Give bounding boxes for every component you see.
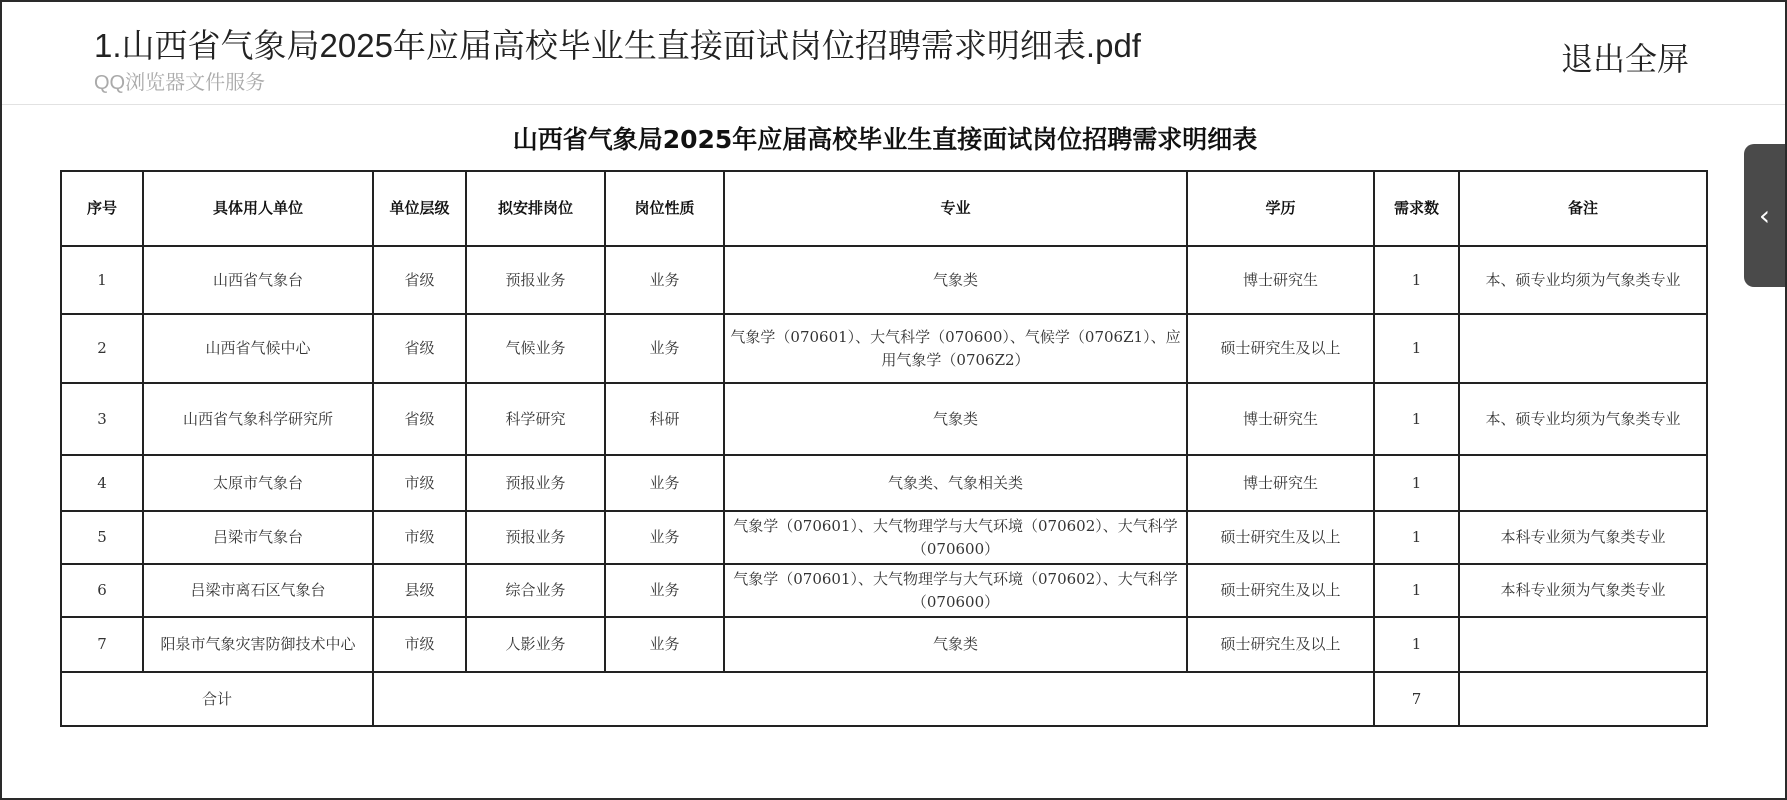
total-row [61, 672, 1707, 726]
column-header: 学历 [1187, 171, 1374, 246]
exit-fullscreen-button[interactable]: 退出全屏 [1560, 40, 1689, 78]
table-cell: 1 [1374, 511, 1459, 564]
table-cell: 7 [61, 617, 143, 672]
table-row [61, 246, 1707, 314]
table-cell: 气候业务 [466, 314, 605, 383]
table-cell: 1 [61, 246, 143, 314]
table-cell: 本、硕专业均须为气象类专业 [1459, 246, 1707, 314]
table-cell: 吕梁市气象台 [143, 511, 373, 564]
table-cell: 业务 [605, 564, 724, 617]
table-cell: 4 [61, 455, 143, 511]
table-cell: 1 [1374, 383, 1459, 455]
table-cell: 省级 [373, 383, 466, 455]
table-row [61, 383, 1707, 455]
table-cell: 1 [1374, 564, 1459, 617]
column-header: 岗位性质 [605, 171, 724, 246]
table-cell [1459, 617, 1707, 672]
document-title: 山西省气象局2025年应届高校毕业生直接面试岗位招聘需求明细表 [512, 125, 1258, 154]
table-cell: 硕士研究生及以上 [1187, 511, 1374, 564]
table-cell [1459, 314, 1707, 383]
table-cell: 气象类 [724, 246, 1187, 314]
table-cell: 预报业务 [466, 511, 605, 564]
side-panel-toggle[interactable] [1744, 144, 1785, 287]
table-cell: 科研 [605, 383, 724, 455]
table-cell: 业务 [605, 617, 724, 672]
table-cell: 5 [61, 511, 143, 564]
table-cell: 3 [61, 383, 143, 455]
table-cell: 气象类 [724, 617, 1187, 672]
column-header: 具体用人单位 [143, 171, 373, 246]
table-cell: 气象学（070601）、大气物理学与大气环境（070602）、大气科学（070600） [724, 564, 1187, 617]
viewer-window [2, 2, 1785, 798]
table-cell: 博士研究生 [1187, 383, 1374, 455]
table-row [61, 617, 1707, 672]
table-cell: 省级 [373, 314, 466, 383]
table-cell: 气象类、气象相关类 [724, 455, 1187, 511]
column-header: 需求数 [1374, 171, 1459, 246]
table-cell: 硕士研究生及以上 [1187, 564, 1374, 617]
column-header: 单位层级 [373, 171, 466, 246]
table-row [61, 564, 1707, 617]
table-cell: 气象学（070601）、大气物理学与大气环境（070602）、大气科学（070600） [724, 511, 1187, 564]
table-cell: 业务 [605, 455, 724, 511]
table-cell: 山西省气象台 [143, 246, 373, 314]
table-cell: 业务 [605, 511, 724, 564]
empty-cell [1459, 672, 1707, 726]
table-cell: 业务 [605, 246, 724, 314]
column-header: 拟安排岗位 [466, 171, 605, 246]
table-cell: 本科专业须为气象类专业 [1459, 511, 1707, 564]
file-title: 1.山西省气象局2025年应届高校毕业生直接面试岗位招聘需求明细表.pdf [94, 27, 1141, 64]
table-cell: 本、硕专业均须为气象类专业 [1459, 383, 1707, 455]
chevron-left-icon: ‹ [1758, 199, 1771, 232]
table-cell: 预报业务 [466, 455, 605, 511]
total-value: 7 [1374, 672, 1459, 726]
table-cell: 人影业务 [466, 617, 605, 672]
pdf-page [2, 106, 1785, 798]
table-cell: 2 [61, 314, 143, 383]
table-cell: 博士研究生 [1187, 246, 1374, 314]
table-cell: 市级 [373, 511, 466, 564]
table-cell: 1 [1374, 617, 1459, 672]
table-cell: 市级 [373, 617, 466, 672]
column-header: 专业 [724, 171, 1187, 246]
table-cell: 县级 [373, 564, 466, 617]
table-cell: 1 [1374, 455, 1459, 511]
empty-cell [373, 672, 1374, 726]
table-cell: 阳泉市气象灾害防御技术中心 [143, 617, 373, 672]
table-row [61, 511, 1707, 564]
table-cell: 山西省气候中心 [143, 314, 373, 383]
table-cell: 科学研究 [466, 383, 605, 455]
table-cell [1459, 455, 1707, 511]
table-cell: 硕士研究生及以上 [1187, 314, 1374, 383]
table-cell: 省级 [373, 246, 466, 314]
table-cell: 山西省气象科学研究所 [143, 383, 373, 455]
table-cell: 硕士研究生及以上 [1187, 617, 1374, 672]
header-bar [2, 2, 1785, 105]
table-cell: 市级 [373, 455, 466, 511]
table-cell: 吕梁市离石区气象台 [143, 564, 373, 617]
table-cell: 博士研究生 [1187, 455, 1374, 511]
table-header-row [61, 171, 1707, 246]
table-cell: 业务 [605, 314, 724, 383]
table-cell: 太原市气象台 [143, 455, 373, 511]
table-cell: 气象学（070601）、大气科学（070600）、气候学（0706Z1）、应用气象学（0706Z2） [724, 314, 1187, 383]
table-row [61, 455, 1707, 511]
file-subtitle: QQ浏览器文件服务 [94, 72, 266, 94]
table-cell: 6 [61, 564, 143, 617]
table-cell: 本科专业须为气象类专业 [1459, 564, 1707, 617]
table-row [61, 314, 1707, 383]
column-header: 序号 [61, 171, 143, 246]
column-header: 备注 [1459, 171, 1707, 246]
table-cell: 预报业务 [466, 246, 605, 314]
table-cell: 1 [1374, 314, 1459, 383]
table-cell: 综合业务 [466, 564, 605, 617]
table-cell: 气象类 [724, 383, 1187, 455]
table-cell: 1 [1374, 246, 1459, 314]
total-label: 合计 [61, 672, 373, 726]
recruitment-table [60, 170, 1708, 727]
